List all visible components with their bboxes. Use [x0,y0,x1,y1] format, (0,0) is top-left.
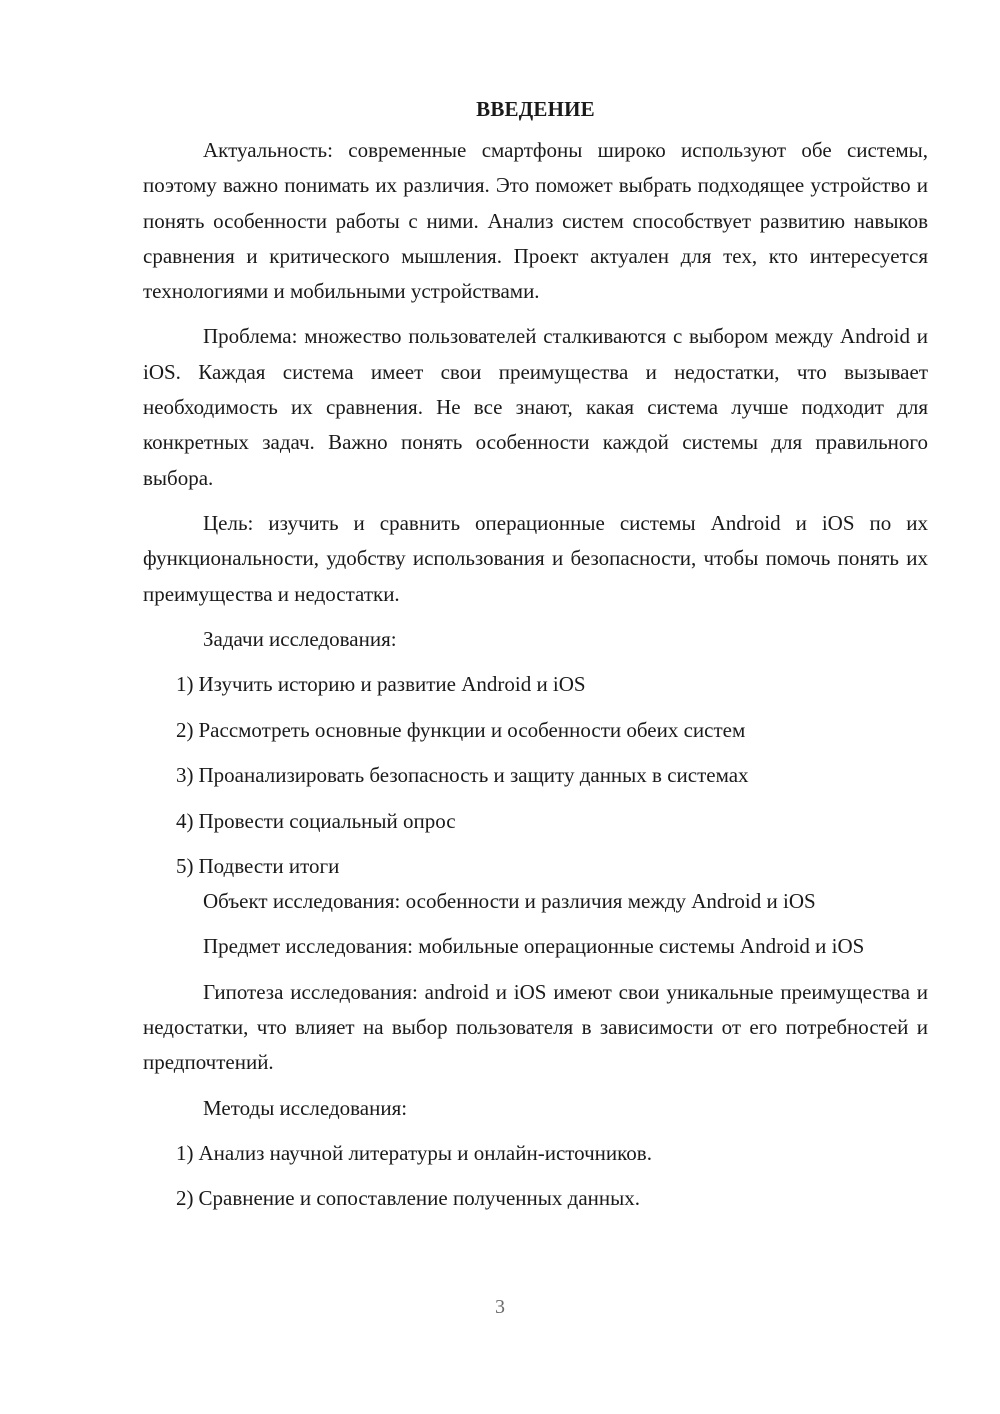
goal-paragraph: Цель: изучить и сравнить операционные системы Android и iOS по их функциональности, удобству использования и безопасности, чтобы помочь понять их преимущества и недостатки. [143,510,928,606]
list-item-text: Изучить историю и развитие Android и iOS [198,672,586,697]
subject-paragraph: Предмет исследования: мобильные операционные системы Android и iOS [203,934,865,959]
section-title: ВВЕДЕНИЕ [476,97,595,121]
list-item-number: 1) [176,672,194,697]
list-item-text: Проанализировать безопасность и защиту данных в системах [198,763,749,788]
list-item-text: Сравнение и сопоставление полученных данных. [198,1186,640,1211]
list-item-number: 3) [176,763,194,788]
page-number: 3 [495,1296,505,1318]
problem-paragraph: Проблема: множество пользователей сталкиваются с выбором между Android и iOS. Каждая система имеет свои преимущества и недостатки, что вызывает необходимость их сравнения. Не все знают, какая система лучше подходит для конкретных задач. Важно понять особенности каждой системы для правильного выбора. [143,324,928,490]
list-item-number: 1) [176,1140,194,1165]
document-page [143,92,928,1227]
methods-heading: Методы исследования: [203,1095,408,1120]
list-item-number: 2) [176,1186,194,1211]
list-item-text: Анализ научной литературы и онлайн-источников. [198,1140,652,1165]
list-item-text: Провести социальный опрос [198,808,456,833]
methods-list [143,1136,928,1217]
list-item-number: 4) [176,808,194,833]
list-item-number: 2) [176,717,194,742]
list-item-number: 5) [176,854,194,879]
list-item [143,667,928,702]
list-item-text: Рассмотреть основные функции и особенности обеих систем [198,717,746,742]
relevance-paragraph: Актуальность: современные смартфоны широко используют обе системы, поэтому важно понимать их различия. Это поможет выбрать подходящее устройство и понять особенности работы с ними. Анализ систем способствует развитию навыков сравнения и критического мышления. Проект актуален для тех, кто интересуется технологиями и мобильными устройствами. [143,138,928,304]
object-paragraph: Объект исследования: особенности и различия между Android и iOS [203,889,816,914]
list-item [143,804,928,839]
list-item [143,713,928,748]
tasks-list [143,667,928,884]
list-item [143,849,928,884]
list-item [143,1181,928,1216]
tasks-heading: Задачи исследования: [203,626,397,651]
list-item [143,758,928,793]
hypothesis-paragraph: Гипотеза исследования: android и iOS имеют свои уникальные преимущества и недостатки, что влияет на выбор пользователя в зависимости от его потребностей и предпочтений. [143,979,928,1075]
list-item [143,1136,928,1171]
list-item-text: Подвести итоги [198,854,340,879]
